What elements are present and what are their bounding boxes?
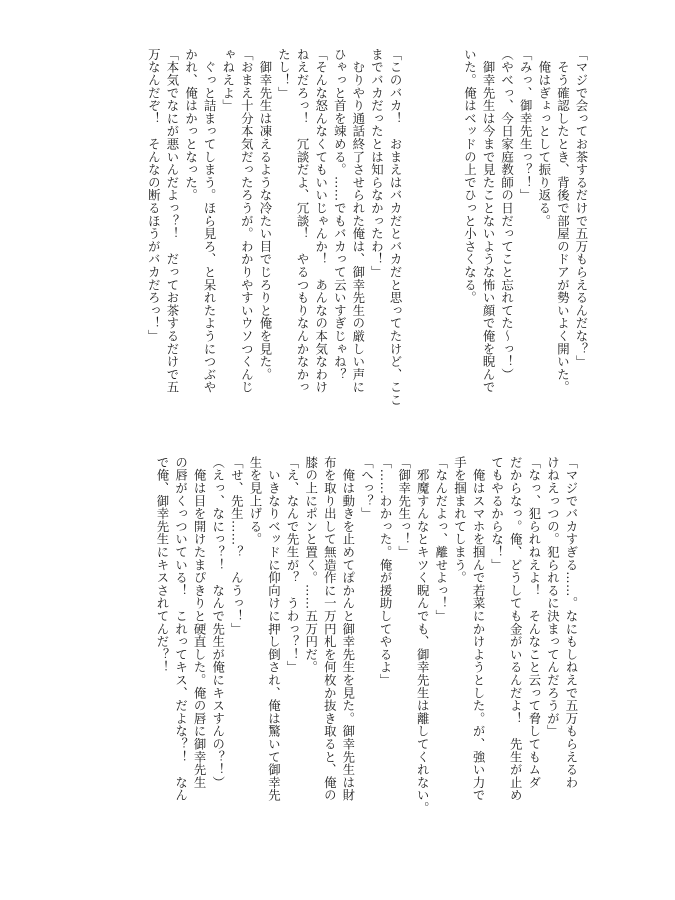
text-line: ひゃっと首を竦める。……でもバカって云いすぎじゃね？ <box>332 48 348 381</box>
text-line: までバカだったとは知らなかったわ！」 <box>369 48 385 279</box>
text-line: 「マジで会ってお茶するだけで五万もらえるんだな？」 <box>574 48 589 368</box>
text-line: の唇がくっついている！ これってキス、だよな？！ なん <box>173 456 189 802</box>
text-line: 「本気でなにが悪いんだよっ？！ だってお茶するだけで五 <box>164 48 180 394</box>
text-line: 万なんだぞ！ そんなの断るほうがバカだろっ！」 <box>146 48 162 343</box>
text-line: 「御幸先生っ！」 <box>396 456 412 559</box>
text-line: かれ、俺はかっとなった。 <box>183 48 199 202</box>
text-line: 俺はぎょっとして振り返る。 <box>536 48 552 228</box>
text-line: 生を見上げる。 <box>247 456 263 546</box>
text-line <box>423 48 442 424</box>
text-line: 「え、なんで先生が？ うわっ？！」 <box>285 456 301 674</box>
text-line: ゃねえよ」 <box>220 48 236 112</box>
text-line: 「へっ？」 <box>359 456 375 520</box>
text-line: むりやり通話終了させられた俺は、御幸先生の厳しい声に <box>350 48 366 394</box>
text-line: 俺は動きを止めてぽかんと御幸先生を見た。御幸先生は財 <box>340 456 356 802</box>
text-line: 「みっ、御幸先生っ？！」 <box>518 48 534 202</box>
text-line: 俺は目を開けたまぴきりと硬直した。俺の唇に御幸先生 <box>192 456 208 789</box>
text-line: ねえだろっ！ 冗談だよ、冗談！ やるつもりなんかなかっ <box>295 48 311 394</box>
text-line: いた。俺はベッドの上でひっと小さくなる。 <box>462 48 478 304</box>
text-line: 膝の上にポンと置く。……五万円だ。 <box>303 456 319 674</box>
text-line: 御幸先生は凍えるような冷たい目でじろりと俺を見た。 <box>257 48 273 381</box>
text-line: 「おまえ十分本気だったろうが。わかりやすいウソつくんじ <box>239 48 255 394</box>
text-line: 「そんな怒んなくてもいいじゃんか！ あんなの本気なわけ <box>313 48 329 394</box>
text-line <box>441 48 460 424</box>
text-line: で俺、御幸先生にキスされてんだ？！ <box>154 456 170 674</box>
text-line: 「……わかった。俺が援助してやるよ」 <box>378 456 394 687</box>
text-line: そう確認したとき、背後で部屋のドアが勢いよく開いた。 <box>555 48 571 394</box>
text-line: けねえっつの。犯られるに決まってんだろうが」 <box>545 456 561 738</box>
text-line: 手を掴まれてしまう。 <box>452 456 468 584</box>
text-line: （やべっ、今日家庭教師の日だってこと忘れてた〜っ！） <box>499 48 515 381</box>
text-line: 邪魔すんなとキツく睨んでも、御幸先生は離してくれない。 <box>415 456 431 815</box>
text-line: 「なっ、犯られねえよ！ そんなこと云って脅してもムダ <box>526 456 542 789</box>
text-line: だからなっ。俺、どうしても金がいるんだよ！ 先生が止め <box>508 456 524 802</box>
text-line: 「マジでバカすぎる……。なにもしねえで五万もらえるわ <box>564 456 579 789</box>
text-line <box>404 48 423 424</box>
text-line: 「せ、先生……？ んうっ！」 <box>229 456 245 636</box>
text-line: いきなりベッドに仰向けに押し倒され、俺は驚いて御幸先 <box>266 456 282 802</box>
text-line: てもやるからな！」 <box>489 456 505 572</box>
lower-text-block <box>60 456 580 840</box>
text-line: 俺はスマホを掴んで若菜にかけようとした。が、強い力で <box>471 456 487 802</box>
upper-text-block <box>80 48 590 424</box>
text-line: （えっ、なにっ？！ なんで先生が俺にキスすんの？！） <box>210 456 226 789</box>
text-line: たし！」 <box>276 48 292 100</box>
text-line: ぐっと詰まってしまう。ほら見ろ、と呆れたようにつぶや <box>202 48 218 394</box>
text-line: 布を取り出して無造作に一万円札を何枚か抜き取ると、俺の <box>322 456 338 802</box>
text-line: 「なんだよっ、離せよっ！」 <box>433 456 449 623</box>
text-line: 御幸先生は今まで見たことないような怖い顔で俺を睨んで <box>481 48 497 394</box>
text-line: 「このバカ！ おまえはバカだとバカだと思ってたけど、ここ <box>388 48 404 407</box>
